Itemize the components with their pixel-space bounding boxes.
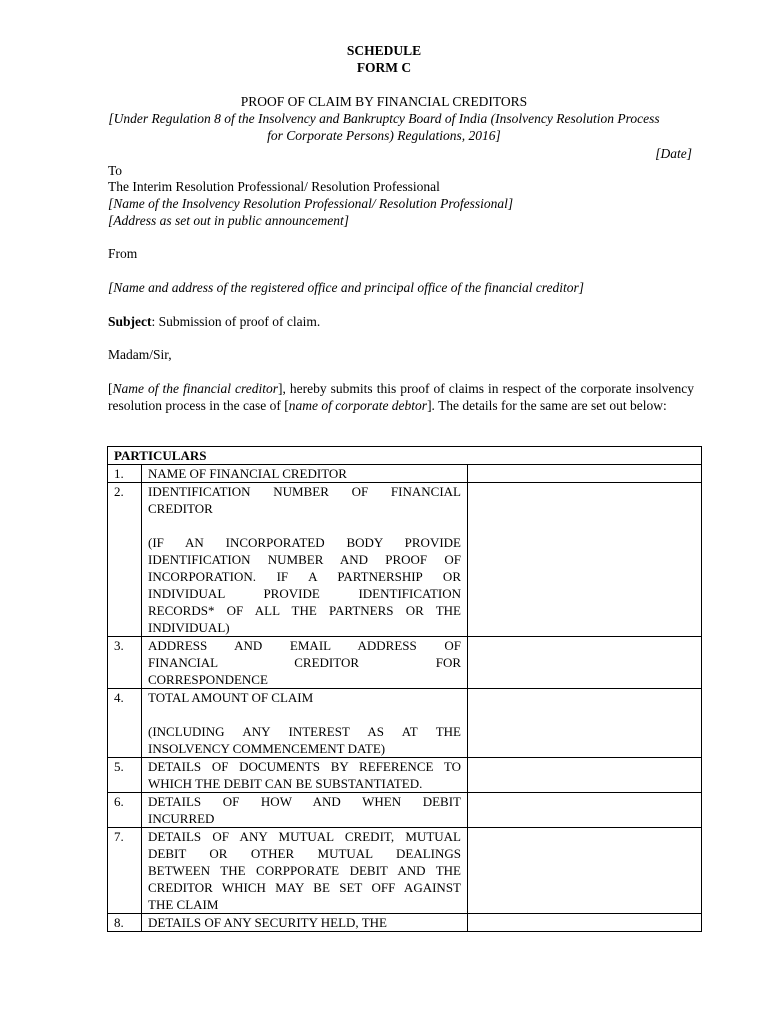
form-heading: FORM C [356, 60, 412, 75]
body-text-1: [ [108, 381, 113, 396]
table-row [108, 689, 702, 758]
subject-line [108, 314, 320, 330]
description-line: IDENTIFICATION NUMBER AND PROOF OF [148, 552, 461, 567]
recipient-line-1: The Interim Resolution Professional/ Resolution Professional [108, 179, 440, 194]
from-label: From [108, 246, 138, 261]
row-number: 6. [108, 793, 142, 828]
description-line: WHICH THE DEBIT CAN BE SUBSTANTIATED. [148, 776, 423, 791]
body-text-3: ]. The details for the same are set out below: [427, 398, 667, 413]
particulars-header: PARTICULARS [108, 447, 702, 465]
description-line: RECORDS* OF ALL THE PARTNERS OR THE [148, 603, 461, 618]
row-description [142, 483, 468, 637]
row-number: 3. [108, 637, 142, 689]
body-paragraph [108, 380, 694, 414]
description-line: TOTAL AMOUNT OF CLAIM [148, 690, 314, 705]
row-description [142, 793, 468, 828]
date-placeholder: [Date] [655, 146, 692, 161]
row-number: 2. [108, 483, 142, 637]
answer-field[interactable] [468, 689, 702, 758]
description-line: DETAILS OF ANY SECURITY HELD, THE [148, 915, 387, 930]
row-number: 5. [108, 758, 142, 793]
row-description [142, 689, 468, 758]
description-line: IDENTIFICATION NUMBER OF FINANCIAL [148, 484, 461, 499]
table-row [108, 758, 702, 793]
subject-label: Subject [108, 314, 152, 329]
row-description [142, 758, 468, 793]
debtor-name-placeholder: name of corporate debtor [288, 398, 428, 413]
answer-field[interactable] [468, 637, 702, 689]
subject-text: : Submission of proof of claim. [151, 314, 321, 329]
answer-field[interactable] [468, 465, 702, 483]
regulation-line-1: [Under Regulation 8 of the Insolvency and Bankruptcy Board of India (Insolvency Resolution Process [108, 111, 660, 126]
salutation: Madam/Sir, [108, 347, 172, 362]
description-line: INDIVIDUAL) [148, 620, 230, 635]
answer-field[interactable] [468, 914, 702, 932]
sender-line: [Name and address of the registered office and principal office of the financial creditor] [108, 280, 585, 295]
form-title: PROOF OF CLAIM BY FINANCIAL CREDITORS [240, 94, 528, 109]
particulars-table [107, 446, 702, 932]
description-line: ADDRESS AND EMAIL ADDRESS OF [148, 638, 461, 653]
line-gap [148, 706, 461, 723]
table-row [108, 828, 702, 914]
answer-field[interactable] [468, 758, 702, 793]
regulation-line-2: for Corporate Persons) Regulations, 2016] [267, 128, 501, 143]
description-line: DETAILS OF HOW AND WHEN DEBIT [148, 794, 461, 809]
description-line: INCORPORATION. IF A PARTNERSHIP OR [148, 569, 461, 584]
table-row [108, 793, 702, 828]
table-row [108, 914, 702, 932]
row-number: 8. [108, 914, 142, 932]
description-line: CORRESPONDENCE [148, 672, 268, 687]
row-number: 7. [108, 828, 142, 914]
description-line: BETWEEN THE CORPPORATE DEBIT AND THE [148, 863, 461, 878]
row-description [142, 465, 468, 483]
schedule-heading: SCHEDULE [346, 43, 422, 58]
description-line: INSOLVENCY COMMENCEMENT DATE) [148, 741, 386, 756]
table-row [108, 637, 702, 689]
creditor-name-placeholder: Name of the financial creditor [112, 381, 279, 396]
to-label: To [108, 163, 123, 178]
answer-field[interactable] [468, 483, 702, 637]
description-line: THE CLAIM [148, 897, 219, 912]
description-line: (INCLUDING ANY INTEREST AS AT THE [148, 724, 461, 739]
description-line: INCURRED [148, 811, 215, 826]
row-description [142, 637, 468, 689]
table-row [108, 465, 702, 483]
body-text-2: ], hereby submits this proof of claims in respect of the corporate insolvency resolution process in the case of [ [108, 381, 694, 413]
description-line: CREDITOR [148, 501, 213, 516]
description-line: INDIVIDUAL PROVIDE IDENTIFICATION [148, 586, 461, 601]
description-line: CREDITOR WHICH MAY BE SET OFF AGAINST [148, 880, 461, 895]
recipient-line-2: [Name of the Insolvency Resolution Professional/ Resolution Professional] [108, 196, 514, 211]
row-description [142, 828, 468, 914]
answer-field[interactable] [468, 793, 702, 828]
description-line: (IF AN INCORPORATED BODY PROVIDE [148, 535, 461, 550]
row-number: 4. [108, 689, 142, 758]
table-row [108, 483, 702, 637]
description-line: DETAILS OF ANY MUTUAL CREDIT, MUTUAL [148, 829, 461, 844]
description-line: DEBIT OR OTHER MUTUAL DEALINGS [148, 846, 461, 861]
line-gap [148, 517, 461, 534]
recipient-line-3: [Address as set out in public announcement] [108, 213, 349, 228]
description-line: FINANCIAL CREDITOR FOR [148, 655, 461, 670]
row-description [142, 914, 468, 932]
row-number: 1. [108, 465, 142, 483]
table-header-row [108, 447, 702, 465]
description-line: NAME OF FINANCIAL CREDITOR [148, 466, 347, 481]
answer-field[interactable] [468, 828, 702, 914]
description-line: DETAILS OF DOCUMENTS BY REFERENCE TO [148, 759, 461, 774]
